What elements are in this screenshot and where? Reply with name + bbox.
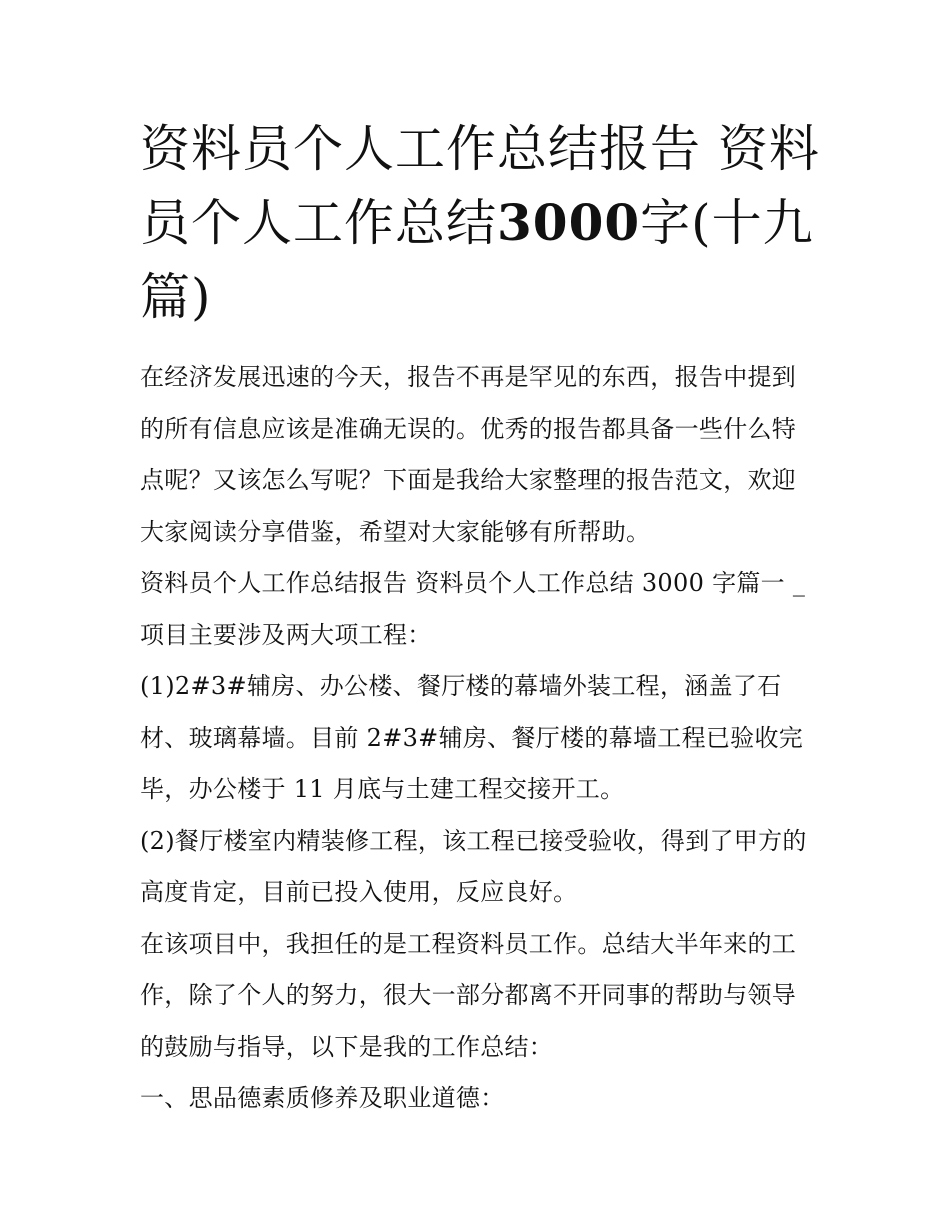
document-title — [140, 112, 820, 334]
role-paragraph: 在该项目中，我担任的是工程资料员工作。总结大半年来的工作，除了个人的努力，很大一部分都离不开同事的帮助与领导的鼓励与指导，以下是我的工作总结： — [140, 929, 797, 1061]
subsection-heading: 一、思品德素质修养及职业道德： — [140, 1084, 505, 1112]
title-text-part1: 资料员个人工作总结报告 资料员个人工作总结 — [140, 120, 820, 252]
intro-paragraph: 在经济发展迅速的今天，报告不再是罕见的东西，报告中提到的所有信息应该是准确无误的。优秀的报告都具备一些什么特点呢？又该怎么写呢？下面是我给大家整理的报告范文，欢迎大家阅读分享借鉴，希望对大家能够有所帮助。 — [140, 363, 797, 546]
title-number: 3000 — [497, 193, 641, 252]
project-item-1-paragraph: (1)2#3#辅房、办公楼、餐厅楼的幕墙外装工程，涵盖了石材、玻璃幕墙。目前 2#3#辅房、餐厅楼的幕墙工程已验收完毕，办公楼于 11 月底与土建工程交接开工。 — [140, 672, 804, 803]
title-text-part2: 字(十九篇) — [140, 194, 814, 326]
project-item-2-paragraph: (2)餐厅楼室内精装修工程，该工程已接受验收，得到了甲方的高度肯定，目前已投入使用，反应良好。 — [140, 826, 807, 906]
project-overview-paragraph: 项目主要涉及两大项工程： — [140, 620, 432, 649]
section-heading: 资料员个人工作总结报告 资料员个人工作总结 3000 字篇一 _ — [140, 569, 806, 597]
document-body — [140, 352, 820, 1125]
